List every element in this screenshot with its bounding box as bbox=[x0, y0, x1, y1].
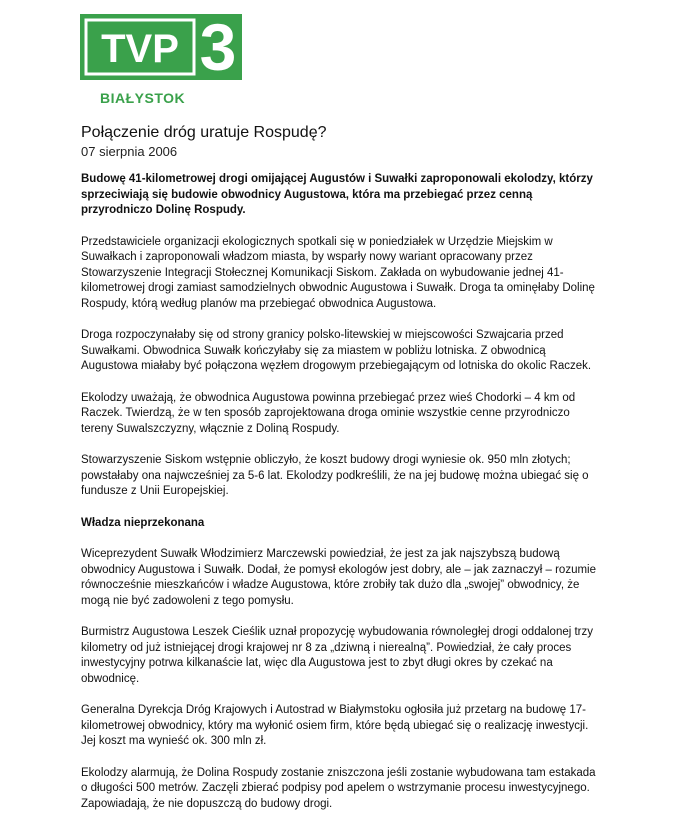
article-paragraph: Stowarzyszenie Siskom wstępnie obliczyło, że koszt budowy drogi wyniesie ok. 950 mln złotych; powstałaby ona najwcześniej za 5-6 lat. Ekolodzy podkreślili, że na jej budowę można ubiegać się o fundusze z Unii Europejskiej. bbox=[81, 454, 589, 497]
logo-city-label: BIAŁYSTOK bbox=[100, 90, 186, 106]
article-subheading: Władza nieprzekonana bbox=[81, 516, 205, 529]
article-paragraph: Burmistrz Augustowa Leszek Cieślik uznał propozycję wybudowania równoległej drogi oddalonej trzy kilometry od już istniejącej drogi krajowej nr 8 za „dziwną i nierealną”. Powiedział, że cały proces inwestycyjny potrwa kilkanaście lat, więc dla Augustowa jest to zbyt długi okres by czekać na obwodnicę. bbox=[81, 626, 594, 685]
article-paragraph: Ekolodzy alarmują, że Dolina Rospudy zostanie zniszczona jeśli zostanie wybudowana tam estakada o długości 500 metrów. Zaczęli zbierać podpisy pod apelem o wstrzymanie procesu inwestycyjnego. Zapowiadają, że nie dopuszczą do budowy drogi. bbox=[81, 766, 596, 810]
article-title: Połączenie dróg uratuje Rospudę? bbox=[81, 124, 327, 141]
article-paragraph: Droga rozpoczynałaby się od strony granicy polsko-litewskiej w miejscowości Szwajcaria przed Suwałkami. Obwodnica Suwałk kończyłaby się za miastem w pobliżu lotniska. Z obwodnicą Augustowa miałaby być połączona węzłem drogowym przebiegającym od lotniska do okolic Raczek. bbox=[81, 329, 592, 372]
article-date: 07 sierpnia 2006 bbox=[81, 144, 178, 159]
article-body bbox=[81, 172, 601, 828]
article-lead: Budowę 41-kilometrowej drogi omijającej Augustów i Suwałki zaproponowali ekolodzy, którzy sprzeciwiają się budowie obwodnicy Augustowa, która ma przebiegać przez cenną przyrodniczo Dolinę Rospudy. bbox=[81, 173, 593, 216]
svg-text:3: 3 bbox=[199, 14, 237, 80]
article-paragraph: Wiceprezydent Suwałk Włodzimierz Marczewski powiedział, że jest za jak najszybszą budową obwodnicy Augustowa i Suwałk. Dodał, że pomysł ekologów jest dobry, ale – jak zaznaczył – rozumie równocześnie mieszkańców i władze Augustowa, które zrobiły tak dużo dla „swojej” obwodnicy, że mogą nie być zadowoleni z tego pomysłu. bbox=[81, 548, 596, 607]
article-paragraph: Generalna Dyrekcja Dróg Krajowych i Autostrad w Białymstoku ogłosiła już przetarg na budowę 17-kilometrowej obwodnicy, który ma wyłonić osiem firm, które będą ubiegać się o realizację inwestycji. Jej koszt ma wynieść ok. 300 mln zł. bbox=[81, 704, 589, 747]
article-paragraph: Ekolodzy uważają, że obwodnica Augustowa powinna przebiegać przez wieś Chodorki – 4 km od Raczek. Twierdzą, że w ten sposób zaprojektowana droga ominie wszystkie cenne przyrodniczo tereny Suwalszczyzny, włącznie z Doliną Rospudy. bbox=[81, 391, 576, 435]
svg-text:TVP: TVP bbox=[101, 27, 179, 71]
article-paragraph: Przedstawiciele organizacji ekologicznych spotkali się w poniedziałek w Urzędzie Miejskim w Suwałkach i zaproponowali władzom miasta, by wsparły nowy wariant opracowany przez Stowarzyszenie Integracji Stołecznej Komunikacji Siskom. Zakłada on wybudowanie jednej 41-kilometrowej drogi zamiast samodzielnych obwodnic Augustowa i Suwałk. Droga ta ominęłaby Dolinę Rospudy, którą według planów ma przebiegać obwodnica Augustowa. bbox=[81, 235, 595, 310]
tvp3-logo bbox=[80, 14, 242, 80]
